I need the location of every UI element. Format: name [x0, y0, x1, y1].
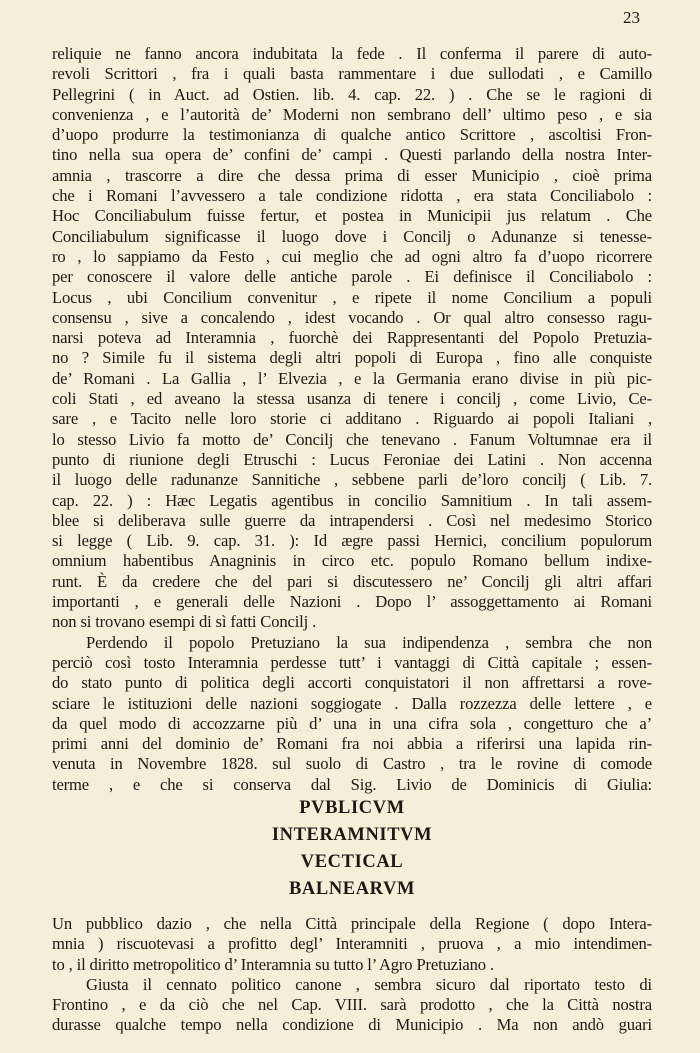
inscription-line: PVBLICVM [299, 797, 405, 818]
text-line: do stato punto di politica degli accorti conquistatori il non affrettarsi a rove- [52, 673, 652, 693]
text-line: venuta in Novembre 1828. sul suolo di Castro , tra le rovine di comode [52, 754, 652, 774]
page-number: 23 [623, 8, 640, 27]
text-line: primi anni del dominio de’ Romani fra noi abbia a riferirsi una lapida rin- [52, 734, 652, 754]
text-line: reliquie ne fanno ancora indubitata la fede . Il conferma il parere di auto- [52, 44, 652, 63]
text-line: che i Romani l’avvessero a tale condizione ridotta , era stata Conciliabolo : [52, 186, 652, 206]
paragraph-start-line: Giusta il cennato politico canone , sembra sicuro dal riportato testo di [86, 974, 652, 994]
inscription-block [52, 795, 652, 903]
main-text [52, 44, 652, 1036]
spacer [52, 903, 652, 914]
text-line: terme , e che si conserva dal Sig. Livio de Dominicis di Giulia: [52, 774, 652, 794]
text-line: omnium habentibus Anagninis in circo etc. populo Romano bellum indixe- [52, 551, 652, 571]
text-line: Un pubblico dazio , che nella Città principale della Regione ( dopo Intera- [52, 913, 652, 933]
text-line: no ? Simile fu il sistema degli altri popoli di Europa , fino alle conquiste [52, 348, 652, 368]
text-line: consensu , sive a concalendo , idest vocando . Or qual altro consesso ragu- [52, 307, 652, 327]
text-line: punto di riunione degli Etruschi : Lucus Feroniae dei Latini . Non accenna [52, 449, 652, 469]
text-line: cap. 22. ) : Hæc Legatis agentibus in concilio Samnitium . In tali assem- [52, 490, 652, 510]
text-line: runt. È da credere che del pari si discutessero ne’ Concilj gli altri affari [52, 571, 652, 591]
text-line: per conoscere il valore delle antiche parole . Ei definisce il Conciliabolo : [52, 267, 652, 287]
text-line: convenienza , e l’autorità de’ Moderni non sembrano dell’ ultimo peso , e sia [52, 104, 652, 124]
text-line: lo stesso Livio fa motto de’ Concilj che tenevano . Fanum Voltumnae era il [52, 429, 652, 449]
text-line: to , il diritto metropolitico d’ Interamnia su tutto l’ Agro Pretuziano . [52, 954, 494, 974]
text-line: non si trovano esempi di sì fatti Concilj . [52, 612, 317, 632]
text-line: durasse qualche tempo nella condizione di Municipio . Ma non andò guari [52, 1015, 652, 1035]
text-line: il luogo delle radunanze Sannitiche , sebbene parli de’loro concilj ( Lib. 7. [52, 470, 652, 490]
text-line: blee si deliberava sulle guerre da intrapendersi . Così nel medesimo Storico [52, 510, 652, 530]
inscription-line: VECTICAL [300, 851, 404, 872]
text-line: Frontino , e da ciò che nel Cap. VIII. sarà prodotto , che la Città nostra [52, 995, 652, 1015]
text-line: Locus , ubi Concilium convenitur , e ripete il nome Concilium a populi [52, 287, 652, 307]
text-line: Hoc Conciliabulum fuisse fertur, et postea in Municipii jus relatum . Che [52, 206, 652, 226]
paragraph-start-line: Perdendo il popolo Pretuziano la sua indipendenza , sembra che non [86, 632, 652, 652]
inscription-line: INTERAMNITVM [271, 824, 433, 845]
text-line: importanti , e generali delle Nazioni . Dopo l’ assoggettamento ai Romani [52, 592, 652, 612]
text-line: si legge ( Lib. 9. cap. 31. ): Id ægre passi Hernici, concilium populorum [52, 531, 652, 551]
text-line: coli Stati , ed aveano la stessa usanza di tenere i concilj , come Livio, Ce- [52, 389, 652, 409]
text-line: perciò così tosto Interamnia perdesse tutt’ i vantaggi di Città capitale ; essen- [52, 652, 652, 672]
text-line: sare , e Tacito nelle loro storie ci additano . Riguardo ai popoli Italiani , [52, 409, 652, 429]
inscription-line: BALNEARVM [288, 878, 416, 899]
text-line: narsi poteva ad Interamnia , fuorchè dei Rappresentanti del Popolo Pretuzia- [52, 328, 652, 348]
text-line: revoli Scrittori , fra i quali basta rammentare i due sullodati , e Camillo [52, 64, 652, 84]
text-line: ro , lo sappiamo da Festo , cui meglio che ad ogni altro fa d’uopo ricorrere [52, 246, 652, 266]
text-line: Pellegrini ( in Auct. ad Ostien. lib. 4. cap. 22. ) . Che se le ragioni di [52, 84, 652, 104]
text-line: mnia ) riscuotevasi a profitto degl’ Interamniti , pruova , a mio intendimen- [52, 934, 652, 954]
text-line: de’ Romani . La Gallia , l’ Elvezia , e la Germania erano divise in più pic- [52, 368, 652, 388]
text-line: d’uopo produrre la testimonianza di qualche antico Scrittore , ascoltisi Fron- [52, 125, 652, 145]
text-line: tino nella sua opera de’ confini de’ campi . Questi parlando della nostra Inter- [52, 145, 652, 165]
text-line: Conciliabulum significasse il luogo dove i Concilj o Adunanze si tenesse- [52, 226, 652, 246]
text-line: da quel modo di accozzarne più d’ una in una cifra sola , congetturo che a’ [52, 713, 652, 733]
text-line: amnia , trascorre a dire che dessa prima di esser Municipio , cioè prima [52, 165, 652, 185]
text-line: sciare le istituzioni delle nazioni soggiogate . Dalla rozzezza delle lettere , e [52, 693, 652, 713]
